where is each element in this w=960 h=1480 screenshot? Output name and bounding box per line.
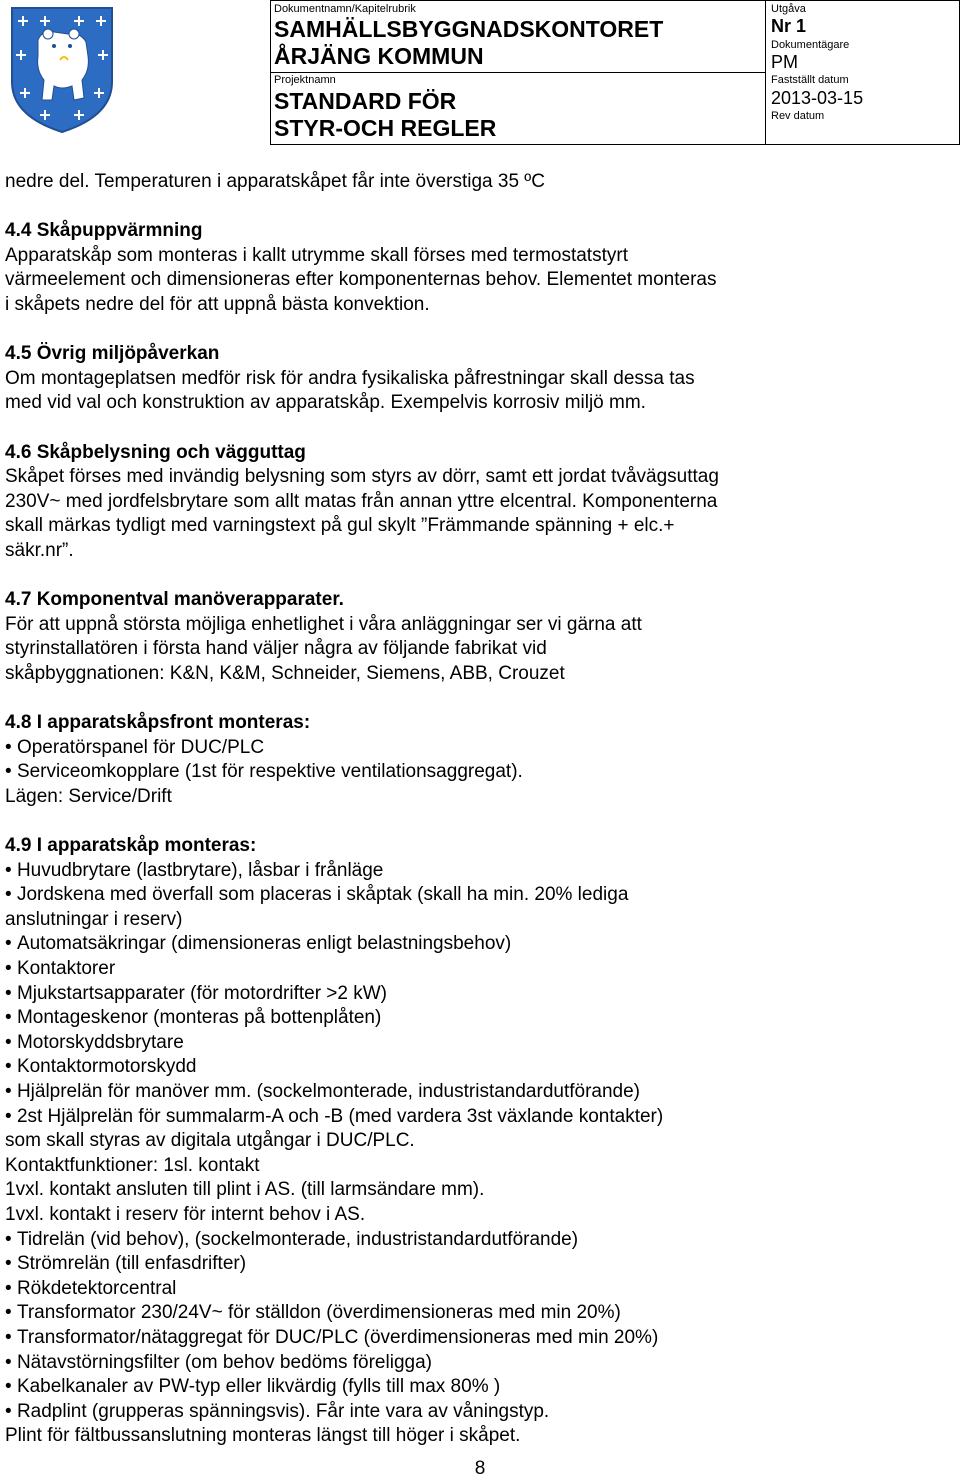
section-4-8-heading: 4.8 I apparatskåpsfront monteras:	[5, 712, 311, 734]
paragraph-line: som skall styras av digitala utgångar i DUC/PLC.	[5, 1130, 415, 1152]
list-item: • Mjukstartsapparater (för motordrifter >2 kW)	[5, 982, 950, 1007]
project-name-line2: STYR-OCH REGLER	[274, 115, 497, 141]
paragraph-line: Kontaktfunktioner: 1sl. kontakt	[5, 1154, 260, 1176]
owner-label: Dokumentägare	[771, 39, 850, 51]
list-item: • Kabelkanaler av PW-typ eller likvärdig (fylls till max 80% )	[5, 1375, 950, 1400]
document-body	[5, 170, 950, 1449]
list-item: • Rökdetektorcentral	[5, 1277, 950, 1302]
list-item: • Motorskyddsbrytare	[5, 1031, 950, 1056]
list-item: • Automatsäkringar (dimensioneras enligt belastningsbehov)	[5, 932, 950, 957]
org-name-line2: ÅRJÄNG KOMMUN	[274, 43, 484, 69]
list-item: • Tidrelän (vid behov), (sockelmonterade, industristandardutförande)	[5, 1228, 950, 1253]
section-4-6-line: 230V~ med jordfelsbrytare som allt matas från annan yttre elcentral. Komponenterna	[5, 490, 718, 512]
project-label: Projektnamn	[274, 74, 336, 86]
list-item: • Huvudbrytare (lastbrytare), låsbar i frånläge	[5, 859, 950, 884]
list-item: • Transformator 230/24V~ för ställdon (överdimensioneras med min 20%)	[5, 1301, 950, 1326]
section-4-5-line: Om montageplatsen medför risk för andra fysikaliska påfrestningar skall dessa tas	[5, 367, 695, 389]
list-item: • Nätavstörningsfilter (om behov bedöms föreligga)	[5, 1351, 950, 1376]
section-4-4-line: Apparatskåp som monteras i kallt utrymme skall förses med termostatstyrt	[5, 244, 628, 266]
section-4-6-line: skall märkas tydligt med varningstext på gul skylt ”Främmande spänning + elc.+	[5, 515, 675, 537]
list-item: • Transformator/nätaggregat för DUC/PLC (överdimensioneras med min 20%)	[5, 1326, 950, 1351]
section-4-5-line: med vid val och konstruktion av apparatskåp. Exempelvis korrosiv miljö mm.	[5, 392, 646, 414]
list-item: • Kontaktormotorskydd	[5, 1055, 950, 1080]
section-4-7-heading: 4.7 Komponentval manöverapparater.	[5, 589, 344, 611]
list-item: • Montageskenor (monteras på bottenplåten)	[5, 1006, 950, 1031]
list-item: • Jordskena med överfall som placeras i skåptak (skall ha min. 20% lediga	[5, 883, 950, 908]
org-name-line1: SAMHÄLLSBYGGNADSKONTORET	[274, 16, 664, 42]
established-date-label: Fastställt datum	[771, 74, 849, 86]
project-name-line1: STANDARD FÖR	[274, 88, 457, 114]
established-date-value: 2013-03-15	[771, 88, 864, 108]
section-4-4-line: värmeelement och dimensioneras efter komponenternas behov. Elementet monteras	[5, 269, 717, 291]
section-4-8-after: Lägen: Service/Drift	[5, 785, 172, 807]
list-item: • Strömrelän (till enfasdrifter)	[5, 1252, 950, 1277]
paragraph-line: 1vxl. kontakt ansluten till plint i AS. (till larmsändare mm).	[5, 1179, 485, 1201]
list-item: • Kontaktorer	[5, 957, 950, 982]
list-item: • Operatörspanel för DUC/PLC	[5, 736, 950, 761]
document-header	[0, 0, 960, 145]
list-item: • Radplint (grupperas spänningsvis). Får inte vara av våningstyp.	[5, 1400, 950, 1425]
bear-crest-icon	[8, 4, 116, 136]
owner-value: PM	[771, 52, 798, 72]
section-4-7-line: skåpbyggnationen: K&N, K&M, Schneider, Siemens, ABB, Crouzet	[5, 662, 565, 684]
section-4-6-line: säkr.nr”.	[5, 539, 74, 561]
section-4-9-heading: 4.9 I apparatskåp monteras:	[5, 835, 257, 857]
list-item: • Hjälprelän för manöver mm. (sockelmonterade, industristandardutförande)	[5, 1080, 950, 1105]
edition-value: Nr 1	[771, 16, 807, 36]
section-4-7-line: styrinstallatören i första hand väljer några av följande fabrikat vid	[5, 638, 547, 660]
edition-label: Utgåva	[771, 3, 806, 15]
page-number: 8	[474, 1458, 486, 1479]
list-item: • 2st Hjälprelän för summalarm-A och -B (med vardera 3st växlande kontakter)	[5, 1105, 950, 1130]
list-item-continuation: anslutningar i reserv)	[5, 908, 183, 930]
section-4-6-line: Skåpet förses med invändig belysning som styrs av dörr, samt ett jordat tvåvägsuttag	[5, 466, 719, 488]
paragraph-line: Plint för fältbussanslutning monteras längst till höger i skåpet.	[5, 1425, 521, 1447]
section-4-7-line: För att uppnå största möjliga enhetlighet i våra anläggningar ser vi gärna att	[5, 613, 642, 635]
section-4-4-line: i skåpets nedre del för att uppnå bästa konvektion.	[5, 293, 430, 315]
list-item: • Serviceomkopplare (1st för respektive ventilationsaggregat).	[5, 760, 950, 785]
section-4-4-heading: 4.4 Skåpuppvärmning	[5, 220, 203, 242]
section-4-5-heading: 4.5 Övrig miljöpåverkan	[5, 343, 220, 365]
doc-name-label: Dokumentnamn/Kapitelrubrik	[274, 3, 416, 15]
paragraph-line: 1vxl. kontakt i reserv för internt behov i AS.	[5, 1203, 366, 1225]
section-4-6-heading: 4.6 Skåpbelysning och vägguttag	[5, 441, 306, 463]
intro-text: nedre del. Temperaturen i apparatskåpet får inte överstiga 35 ºC	[5, 171, 545, 192]
rev-date-label: Rev datum	[771, 110, 825, 122]
